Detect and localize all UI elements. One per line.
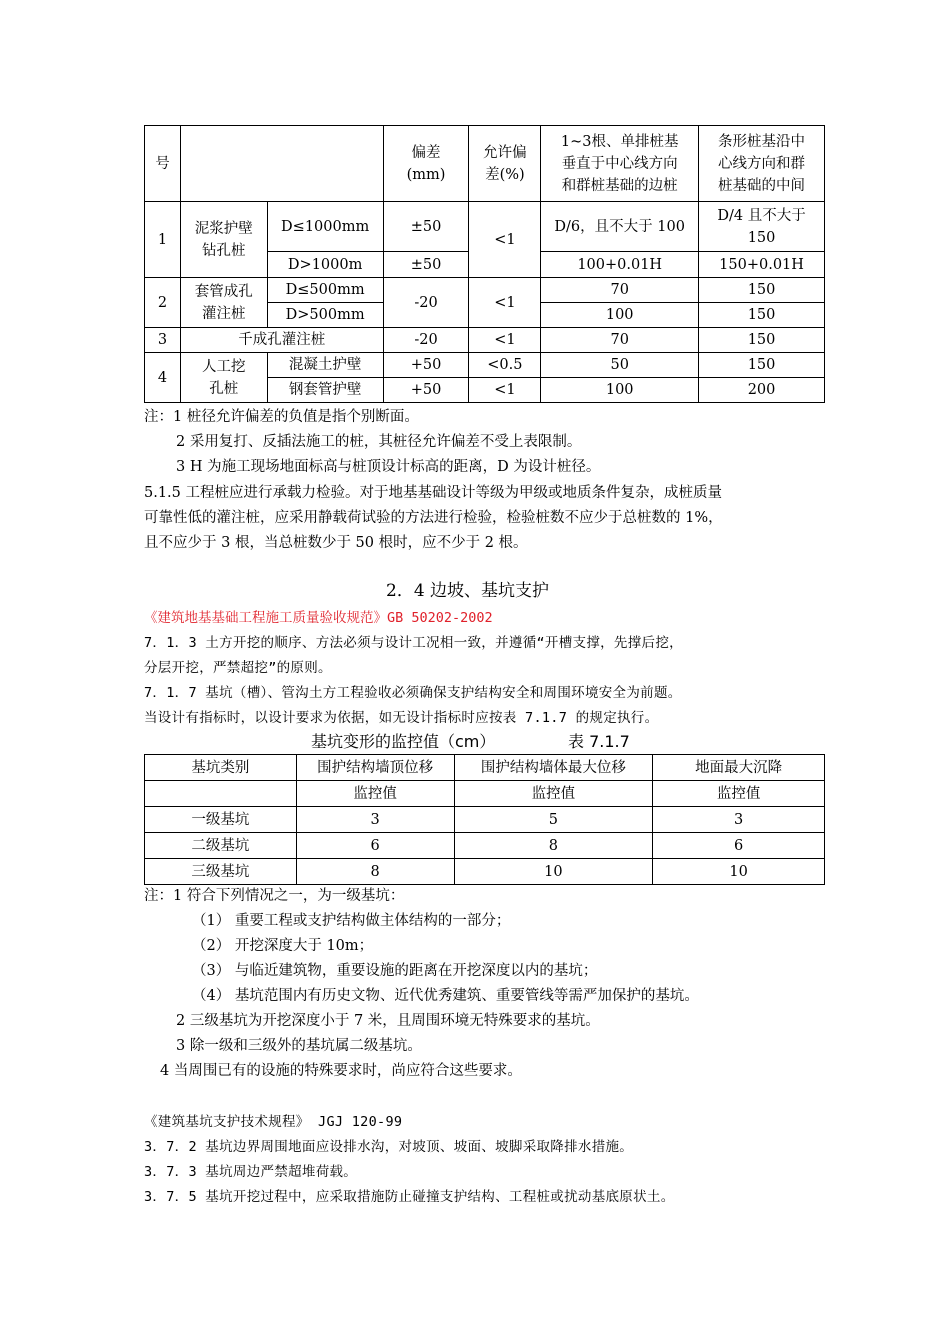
row2-no: 2 xyxy=(145,278,181,328)
row2a-a: 70 xyxy=(541,278,699,303)
row4-type: 人工挖 孔桩 xyxy=(180,353,267,403)
row3-a: 70 xyxy=(541,328,699,353)
row1a-dev: ±50 xyxy=(383,202,469,252)
header-no: 号 xyxy=(145,126,181,202)
t2-cell: 三级基坑 xyxy=(145,859,297,885)
t2-cell: 6 xyxy=(653,833,825,859)
t2-header-settlement: 地面最大沉降 xyxy=(653,755,825,781)
t2-cell: 8 xyxy=(296,859,454,885)
row4a-a: 50 xyxy=(541,353,699,378)
para-515-line1: 5.1.5 工程桩应进行承载力检验。对于地基基础设计等级为甲级或地质条件复杂，成桩质量 xyxy=(144,485,722,501)
table-row xyxy=(145,833,825,859)
row1b-a: 100+0.01H xyxy=(541,252,699,278)
table-row xyxy=(145,859,825,885)
row4a-dev: +50 xyxy=(383,353,469,378)
row4b-allow: <1 xyxy=(469,378,541,403)
t2-cell: 6 xyxy=(296,833,454,859)
note1-2: 2 采用复打、反插法施工的桩，其桩径允许偏差不受上表限制。 xyxy=(176,434,582,450)
t2-subheader-empty xyxy=(145,781,297,807)
row2b-b: 150 xyxy=(699,303,825,328)
para-515-line2: 可靠性低的灌注桩，应采用静载荷试验的方法进行检验，检验桩数不应少于总桩数的 1%， xyxy=(144,510,723,526)
row4a-b: 150 xyxy=(699,353,825,378)
row3-dev: -20 xyxy=(383,328,469,353)
standard-jgj120: 《建筑基坑支护技术规程》 JGJ 120-99 xyxy=(144,1114,403,1130)
t2-subheader: 监控值 xyxy=(454,781,653,807)
row3-type: 千成孔灌注桩 xyxy=(180,328,383,353)
row2-type: 套管成孔 灌注桩 xyxy=(180,278,267,328)
row4b-dev: +50 xyxy=(383,378,469,403)
header-col-a: 1~3根、单排桩基 垂直于中心线方向 和群桩基础的边桩 xyxy=(541,126,699,202)
para-717-line2: 当设计有指标时，以设计要求为依据，如无设计指标时应按表 7.1.7 的规定执行。 xyxy=(144,710,659,726)
row4a-cond: 混凝土护壁 xyxy=(267,353,383,378)
row2-dev: -20 xyxy=(383,278,469,328)
t2-header-max-displacement: 围护结构墙体最大位移 xyxy=(454,755,653,781)
note2-n4: 4 当周围已有的设施的特殊要求时，尚应符合这些要求。 xyxy=(160,1063,522,1079)
pile-tolerance-table xyxy=(144,125,825,403)
section-title: 2．4 边坡、基坑支护 xyxy=(386,581,550,601)
row2-allow: <1 xyxy=(469,278,541,328)
row2b-cond: D>500mm xyxy=(267,303,383,328)
note2-head: 注：1 符合下列情况之一，为一级基坑： xyxy=(144,888,405,904)
note2-item2: （2） 开挖深度大于 10m； xyxy=(192,938,374,954)
t2-subheader: 监控值 xyxy=(296,781,454,807)
t2-subheader: 监控值 xyxy=(653,781,825,807)
note1-1: 注：1 桩径允许偏差的负值是指个别断面。 xyxy=(144,409,419,425)
row3-allow: <1 xyxy=(469,328,541,353)
row1-allow: <1 xyxy=(469,202,541,278)
para-372: 3．7．2 基坑边界周围地面应设排水沟，对坡顶、坡面、坡脚采取降排水措施。 xyxy=(144,1139,634,1155)
note2-n3: 3 除一级和三级外的基坑属二级基坑。 xyxy=(176,1038,422,1054)
t2-cell: 一级基坑 xyxy=(145,807,297,833)
row1a-cond: D≤1000mm xyxy=(267,202,383,252)
row1b-b: 150+0.01H xyxy=(699,252,825,278)
row1-no: 1 xyxy=(145,202,181,278)
header-allow: 允许偏 差(%) xyxy=(469,126,541,202)
note2-item4: （4） 基坑范围内有历史文物、近代优秀建筑、重要管线等需严加保护的基坑。 xyxy=(192,988,699,1004)
row4b-cond: 钢套管护壁 xyxy=(267,378,383,403)
para-375: 3．7．5 基坑开挖过程中，应采取措施防止碰撞支护结构、工程桩或扰动基底原状土。 xyxy=(144,1189,675,1205)
row1-type: 泥浆护壁 钻孔桩 xyxy=(180,202,267,278)
t2-cell: 3 xyxy=(296,807,454,833)
para-717-line1: 7．1．7 基坑（槽）、管沟土方工程验收必须确保支护结构安全和周围环境安全为前题。 xyxy=(144,685,682,701)
standard-gb50202: 《建筑地基基础工程施工质量验收规范》GB 50202-2002 xyxy=(144,610,493,626)
header-col-b: 条形桩基沿中 心线方向和群 桩基础的中间 xyxy=(699,126,825,202)
row2a-b: 150 xyxy=(699,278,825,303)
t2-header-top-displacement: 围护结构墙顶位移 xyxy=(296,755,454,781)
t2-cell: 二级基坑 xyxy=(145,833,297,859)
row4a-allow: <0.5 xyxy=(469,353,541,378)
table-row xyxy=(145,807,825,833)
row1b-dev: ±50 xyxy=(383,252,469,278)
row4b-a: 100 xyxy=(541,378,699,403)
note1-3: 3 H 为施工现场地面标高与桩顶设计标高的距离，D 为设计桩径。 xyxy=(176,459,601,475)
note2-item3: （3） 与临近建筑物，重要设施的距离在开挖深度以内的基坑； xyxy=(192,963,598,979)
row2b-a: 100 xyxy=(541,303,699,328)
para-373: 3．7．3 基坑周边严禁超堆荷载。 xyxy=(144,1164,358,1180)
t2-header-category: 基坑类别 xyxy=(145,755,297,781)
row1a-a: D/6，且不大于 100 xyxy=(541,202,699,252)
header-deviation: 偏差 (mm) xyxy=(383,126,469,202)
note2-item1: （1） 重要工程或支护结构做主体结构的一部分； xyxy=(192,913,511,929)
para-515-line3: 且不应少于 3 根，当总桩数少于 50 根时，应不少于 2 根。 xyxy=(144,535,528,551)
table2-caption: 基坑变形的监控值（cm） xyxy=(311,732,496,751)
row2a-cond: D≤500mm xyxy=(267,278,383,303)
para-713-line2: 分层开挖，严禁超挖”的原则。 xyxy=(144,660,332,676)
row3-b: 150 xyxy=(699,328,825,353)
t2-cell: 3 xyxy=(653,807,825,833)
t2-cell: 8 xyxy=(454,833,653,859)
t2-cell: 10 xyxy=(653,859,825,885)
excavation-monitoring-table xyxy=(144,754,825,885)
table2-caption-no: 表 7.1.7 xyxy=(568,732,630,751)
row4-no: 4 xyxy=(145,353,181,403)
para-713-line1: 7．1．3 土方开挖的顺序、方法必须与设计工况相一致，并遵循“开槽支撑，先撑后挖， xyxy=(144,635,683,651)
row3-no: 3 xyxy=(145,328,181,353)
t2-cell: 10 xyxy=(454,859,653,885)
header-pile-type xyxy=(180,126,383,202)
row1b-cond: D>1000m xyxy=(267,252,383,278)
t2-cell: 5 xyxy=(454,807,653,833)
note2-n2: 2 三级基坑为开挖深度小于 7 米，且周围环境无特殊要求的基坑。 xyxy=(176,1013,600,1029)
row4b-b: 200 xyxy=(699,378,825,403)
row1a-b: D/4 且不大于 150 xyxy=(699,202,825,252)
